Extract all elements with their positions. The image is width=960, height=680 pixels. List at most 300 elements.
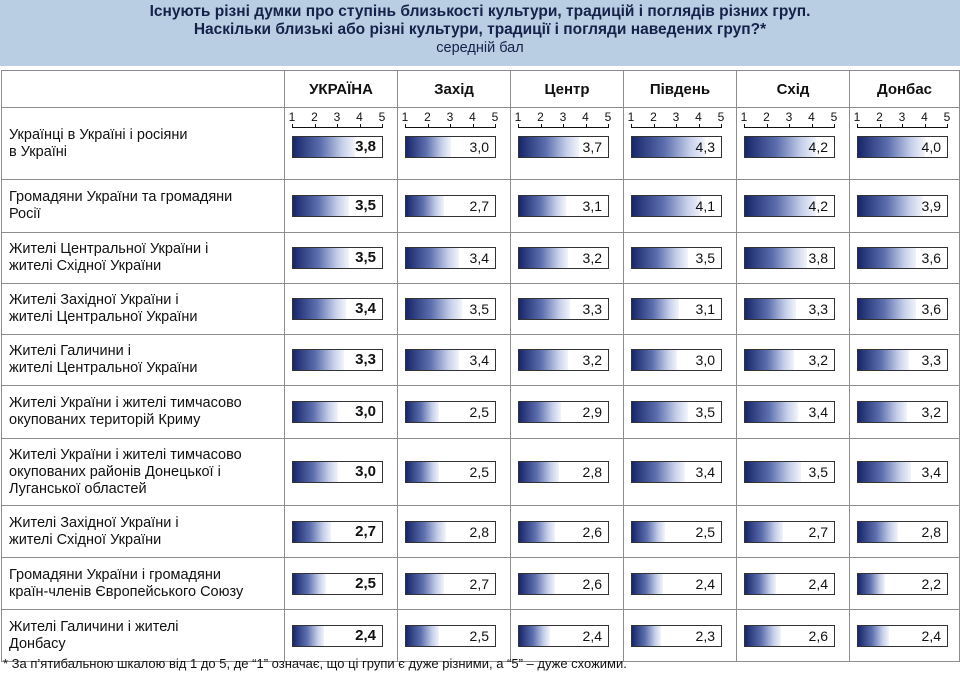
row-label-line: Українці в Україні і росіяни (9, 126, 188, 143)
bar-center (518, 401, 609, 423)
cell-east (737, 506, 850, 558)
bar-fill (293, 299, 346, 319)
row-label-line: Жителі Галичини і (9, 343, 131, 359)
bar-value-label: 3,1 (695, 301, 715, 317)
bar-fill (632, 299, 679, 319)
header-blank (2, 71, 285, 108)
table-row (2, 439, 960, 506)
table-row (2, 284, 960, 335)
bar-fill (858, 196, 923, 216)
bar-value-label: 3,2 (582, 250, 602, 266)
cell-south (624, 108, 737, 180)
bar-donbas (857, 521, 948, 543)
bar-value-label: 3,4 (469, 250, 489, 266)
scale-tick-label: 5 (943, 110, 951, 124)
scale-tick (608, 124, 609, 128)
bar-value-label: 3,7 (582, 139, 602, 155)
bar-south (631, 573, 722, 595)
bar-fill (519, 248, 568, 268)
bar-value-label: 3,5 (695, 250, 715, 266)
bar-fill (632, 522, 665, 542)
bar-fill (632, 462, 685, 482)
bar-fill (406, 626, 439, 646)
bar-east (744, 521, 835, 543)
bar-fill (745, 626, 781, 646)
bar-value-label: 2,7 (469, 198, 489, 214)
bar-west (405, 136, 496, 158)
footnote: * За п’ятибальною шкалою від 1 до 5, де “1” означає, що ці групи є дуже різними, а “5” – дуже схожими. (3, 656, 627, 671)
bar-south (631, 195, 722, 217)
bar-fill (745, 350, 794, 370)
bar-donbas (857, 349, 948, 371)
bar-value-label: 3,5 (355, 249, 376, 266)
scale-tick (880, 124, 881, 128)
bar-value-label: 3,8 (808, 250, 828, 266)
bar-south (631, 461, 722, 483)
scale-tick-label: 4 (582, 110, 589, 124)
bar-value-label: 4,3 (695, 139, 715, 155)
cell-south (624, 610, 737, 662)
scale-tick (744, 124, 745, 128)
bar-value-label: 2,4 (582, 628, 602, 644)
bar-west (405, 401, 496, 423)
bar-value-label: 2,6 (582, 524, 602, 540)
scale-tick (699, 124, 700, 128)
cell-ukraine (285, 108, 398, 180)
cell-south (624, 439, 737, 506)
bar-west (405, 195, 496, 217)
bar-value-label: 3,0 (469, 139, 489, 155)
bar-value-label: 2,5 (695, 524, 715, 540)
cell-donbas (850, 233, 960, 284)
bar-fill (745, 137, 816, 157)
table-row (2, 335, 960, 386)
cell-south (624, 284, 737, 335)
scale-tick-label: 1 (740, 110, 748, 124)
column-header-donbas: Донбас (850, 71, 960, 108)
bar-value-label: 3,2 (921, 404, 941, 420)
cell-east (737, 180, 850, 233)
scale-tick-label: 4 (808, 110, 815, 124)
cell-south (624, 558, 737, 610)
bar-center (518, 461, 609, 483)
bar-ukraine (292, 573, 383, 595)
cell-south (624, 180, 737, 233)
bar-donbas (857, 461, 948, 483)
bar-east (744, 625, 835, 647)
bar-value-label: 2,6 (582, 576, 602, 592)
row-label-line: Громадяни України і громадяни (9, 566, 221, 583)
bar-fill (293, 522, 331, 542)
chart-title-box (0, 0, 960, 66)
bar-fill (745, 402, 798, 422)
bar-south (631, 625, 722, 647)
scale-axis (627, 110, 725, 128)
scale-tick-label: 5 (378, 110, 386, 124)
bar-value-label: 3,5 (695, 404, 715, 420)
bar-value-label: 3,3 (355, 351, 376, 368)
row-label-line: Жителі Західної України і (9, 292, 179, 308)
cell-west (398, 506, 511, 558)
row-label-line: в Україні (9, 143, 68, 160)
scale-tick (563, 124, 564, 128)
row-label-line: Жителі України і жителі тимчасово (9, 446, 242, 463)
cell-south (624, 386, 737, 439)
cell-donbas (850, 284, 960, 335)
scale-tick-label: 4 (356, 110, 363, 124)
scale-tick (473, 124, 474, 128)
cell-west (398, 558, 511, 610)
bar-fill (406, 350, 459, 370)
column-header-ukraine: УКРАЇНА (285, 71, 398, 108)
bar-fill (632, 626, 661, 646)
bar-fill (406, 137, 451, 157)
bar-fill (293, 137, 355, 157)
bar-center (518, 625, 609, 647)
bar-fill (519, 350, 568, 370)
scale-tick (428, 124, 429, 128)
bar-fill (745, 196, 816, 216)
scale-tick-label: 2 (763, 110, 770, 124)
column-header-east: Схід (737, 71, 850, 108)
cell-center (511, 506, 624, 558)
bar-value-label: 2,4 (695, 576, 715, 592)
cell-center (511, 386, 624, 439)
bar-west (405, 573, 496, 595)
scale-tick-label: 3 (898, 110, 906, 124)
row-label-line: окупованих районів Донецької і (9, 463, 221, 480)
bar-south (631, 521, 722, 543)
bar-ukraine (292, 298, 383, 320)
chart-title-line-2: Наскільки близькі або різні культури, традиції і погляди наведених груп?* (193, 21, 767, 38)
scale-tick (789, 124, 790, 128)
results-table (1, 70, 960, 662)
bar-center (518, 573, 609, 595)
cell-donbas (850, 335, 960, 386)
bar-value-label: 3,2 (582, 352, 602, 368)
bar-value-label: 3,6 (921, 250, 941, 266)
bar-fill (406, 299, 462, 319)
bar-east (744, 136, 835, 158)
scale-tick-label: 3 (333, 110, 341, 124)
scale-tick-label: 5 (830, 110, 838, 124)
bar-value-label: 3,4 (808, 404, 828, 420)
bar-value-label: 3,4 (695, 464, 715, 480)
table-row (2, 558, 960, 610)
bar-donbas (857, 247, 948, 269)
bar-fill (858, 626, 889, 646)
scale-tick-label: 1 (627, 110, 635, 124)
scale-tick-label: 3 (446, 110, 454, 124)
bar-west (405, 461, 496, 483)
bar-fill (519, 574, 555, 594)
scale-tick-label: 2 (537, 110, 544, 124)
cell-center (511, 335, 624, 386)
bar-fill (858, 137, 925, 157)
bar-ukraine (292, 195, 383, 217)
bar-value-label: 4,0 (921, 139, 941, 155)
bar-donbas (857, 573, 948, 595)
cell-ukraine (285, 386, 398, 439)
bar-value-label: 2,4 (355, 627, 376, 644)
chart-title-line-1: Існують різні думки про ступінь близькості культури, традицій і поглядів різних груп. (149, 3, 811, 20)
row-label-line: жителі Центральної України (9, 360, 198, 376)
scale-tick (857, 124, 858, 128)
bar-ukraine (292, 401, 383, 423)
bar-center (518, 298, 609, 320)
scale-tick (315, 124, 316, 128)
bar-value-label: 2,7 (469, 576, 489, 592)
cell-west (398, 439, 511, 506)
bar-value-label: 2,5 (469, 464, 489, 480)
row-label (2, 506, 285, 558)
bar-east (744, 298, 835, 320)
bar-ukraine (292, 625, 383, 647)
row-label (2, 335, 285, 386)
cell-east (737, 335, 850, 386)
bar-west (405, 247, 496, 269)
bar-fill (519, 196, 566, 216)
scale-tick (902, 124, 903, 128)
cell-ukraine (285, 233, 398, 284)
scale-tick-label: 4 (469, 110, 476, 124)
bar-fill (858, 299, 916, 319)
table-row (2, 506, 960, 558)
bar-value-label: 2,8 (921, 524, 941, 540)
scale-axis (401, 110, 499, 128)
bar-fill (519, 626, 550, 646)
cell-center (511, 284, 624, 335)
cell-center (511, 108, 624, 180)
cell-east (737, 610, 850, 662)
bar-center (518, 247, 609, 269)
scale-tick (654, 124, 655, 128)
bar-east (744, 195, 835, 217)
bar-fill (858, 522, 898, 542)
bar-value-label: 2,5 (469, 404, 489, 420)
bar-west (405, 521, 496, 543)
scale-tick (721, 124, 722, 128)
bar-fill (519, 299, 570, 319)
bar-fill (858, 462, 911, 482)
bar-fill (406, 196, 444, 216)
bar-fill (632, 350, 677, 370)
scale-tick-label: 4 (695, 110, 702, 124)
bar-south (631, 401, 722, 423)
row-label-line: жителі Центральної України (9, 309, 198, 325)
cell-east (737, 439, 850, 506)
bar-value-label: 2,5 (355, 575, 376, 592)
bar-value-label: 4,2 (808, 198, 828, 214)
scale-tick (382, 124, 383, 128)
scale-tick (337, 124, 338, 128)
column-header-west: Захід (398, 71, 511, 108)
bar-value-label: 2,6 (808, 628, 828, 644)
scale-axis (514, 110, 612, 128)
scale-tick (360, 124, 361, 128)
bar-fill (293, 248, 349, 268)
cell-east (737, 558, 850, 610)
scale-tick (812, 124, 813, 128)
scale-tick (495, 124, 496, 128)
cell-east (737, 386, 850, 439)
bar-fill (293, 402, 338, 422)
scale-tick-label: 4 (921, 110, 928, 124)
bar-ukraine (292, 136, 383, 158)
bar-east (744, 349, 835, 371)
cell-donbas (850, 180, 960, 233)
bar-value-label: 3,5 (808, 464, 828, 480)
bar-center (518, 136, 609, 158)
bar-value-label: 2,4 (921, 628, 941, 644)
table-row (2, 233, 960, 284)
row-label-line: Жителі України і жителі тимчасово (9, 395, 242, 411)
cell-west (398, 386, 511, 439)
scale-tick-label: 3 (672, 110, 680, 124)
bar-south (631, 298, 722, 320)
bar-value-label: 3,8 (355, 138, 376, 155)
bar-value-label: 2,3 (695, 628, 715, 644)
bar-donbas (857, 298, 948, 320)
bar-donbas (857, 401, 948, 423)
table-row (2, 386, 960, 439)
row-label-line: окупованих територій Криму (9, 412, 201, 428)
row-label-line: країн-членів Європейського Союзу (9, 583, 244, 600)
row-label-line: жителі Східної України (9, 258, 162, 274)
cell-ukraine (285, 284, 398, 335)
bar-value-label: 2,2 (921, 576, 941, 592)
bar-center (518, 349, 609, 371)
scale-axis (288, 110, 386, 128)
bar-value-label: 3,3 (921, 352, 941, 368)
bar-fill (632, 196, 701, 216)
cell-donbas (850, 610, 960, 662)
bar-east (744, 401, 835, 423)
scale-tick-label: 1 (853, 110, 861, 124)
row-label (2, 180, 285, 233)
chart-subtitle: середній бал (436, 40, 524, 56)
bar-value-label: 3,6 (921, 301, 941, 317)
bar-south (631, 349, 722, 371)
bar-fill (406, 574, 444, 594)
cell-center (511, 180, 624, 233)
scale-tick (292, 124, 293, 128)
bar-fill (519, 402, 561, 422)
cell-donbas (850, 506, 960, 558)
cell-west (398, 335, 511, 386)
scale-tick-label: 5 (491, 110, 499, 124)
header-row (2, 71, 960, 108)
scale-tick (541, 124, 542, 128)
bar-value-label: 2,4 (808, 576, 828, 592)
bar-value-label: 3,4 (469, 352, 489, 368)
cell-center (511, 558, 624, 610)
scale-tick (947, 124, 948, 128)
scale-axis (740, 110, 838, 128)
bar-donbas (857, 625, 948, 647)
cell-west (398, 284, 511, 335)
cell-west (398, 108, 511, 180)
bar-donbas (857, 136, 948, 158)
bar-value-label: 3,5 (469, 301, 489, 317)
scale-tick-label: 5 (717, 110, 725, 124)
scale-tick (676, 124, 677, 128)
bar-fill (745, 522, 783, 542)
bar-value-label: 3,2 (808, 352, 828, 368)
bar-value-label: 2,5 (469, 628, 489, 644)
scale-tick (450, 124, 451, 128)
bar-fill (632, 574, 663, 594)
bar-fill (293, 350, 344, 370)
bar-west (405, 298, 496, 320)
scale-tick-label: 2 (311, 110, 318, 124)
cell-center (511, 439, 624, 506)
scale-tick (767, 124, 768, 128)
row-label-line: Жителі Центральної України і (9, 241, 209, 257)
cell-donbas (850, 439, 960, 506)
bar-center (518, 521, 609, 543)
bar-fill (632, 248, 688, 268)
cell-east (737, 108, 850, 180)
bar-fill (293, 462, 338, 482)
bar-fill (406, 462, 439, 482)
bar-value-label: 3,4 (921, 464, 941, 480)
bar-fill (858, 350, 909, 370)
bar-east (744, 461, 835, 483)
bar-value-label: 2,8 (469, 524, 489, 540)
cell-ukraine (285, 180, 398, 233)
cell-ukraine (285, 439, 398, 506)
scale-tick-label: 3 (559, 110, 567, 124)
cell-ukraine (285, 610, 398, 662)
bar-fill (858, 402, 907, 422)
bar-value-label: 3,9 (921, 198, 941, 214)
cell-south (624, 506, 737, 558)
bar-ukraine (292, 349, 383, 371)
bar-fill (519, 522, 555, 542)
cell-ukraine (285, 506, 398, 558)
row-label-line: Луганської областей (9, 480, 147, 497)
scale-tick-label: 2 (650, 110, 657, 124)
bar-value-label: 2,7 (355, 523, 376, 540)
cell-south (624, 233, 737, 284)
scale-tick-label: 1 (401, 110, 409, 124)
bar-value-label: 3,3 (808, 301, 828, 317)
bar-fill (858, 574, 885, 594)
scale-tick (834, 124, 835, 128)
bar-ukraine (292, 247, 383, 269)
scale-tick-label: 2 (876, 110, 883, 124)
bar-value-label: 3,5 (355, 197, 376, 214)
row-label (2, 439, 285, 506)
bar-fill (293, 574, 326, 594)
bar-fill (293, 196, 349, 216)
scale-tick (631, 124, 632, 128)
bar-fill (519, 137, 579, 157)
scale-tick-label: 5 (604, 110, 612, 124)
cell-south (624, 335, 737, 386)
cell-donbas (850, 386, 960, 439)
bar-fill (745, 574, 776, 594)
bar-east (744, 573, 835, 595)
bar-fill (632, 137, 705, 157)
bar-fill (406, 248, 459, 268)
bar-value-label: 3,0 (695, 352, 715, 368)
table-row (2, 610, 960, 662)
bar-fill (519, 462, 559, 482)
bar-value-label: 4,1 (695, 198, 715, 214)
scale-tick (925, 124, 926, 128)
